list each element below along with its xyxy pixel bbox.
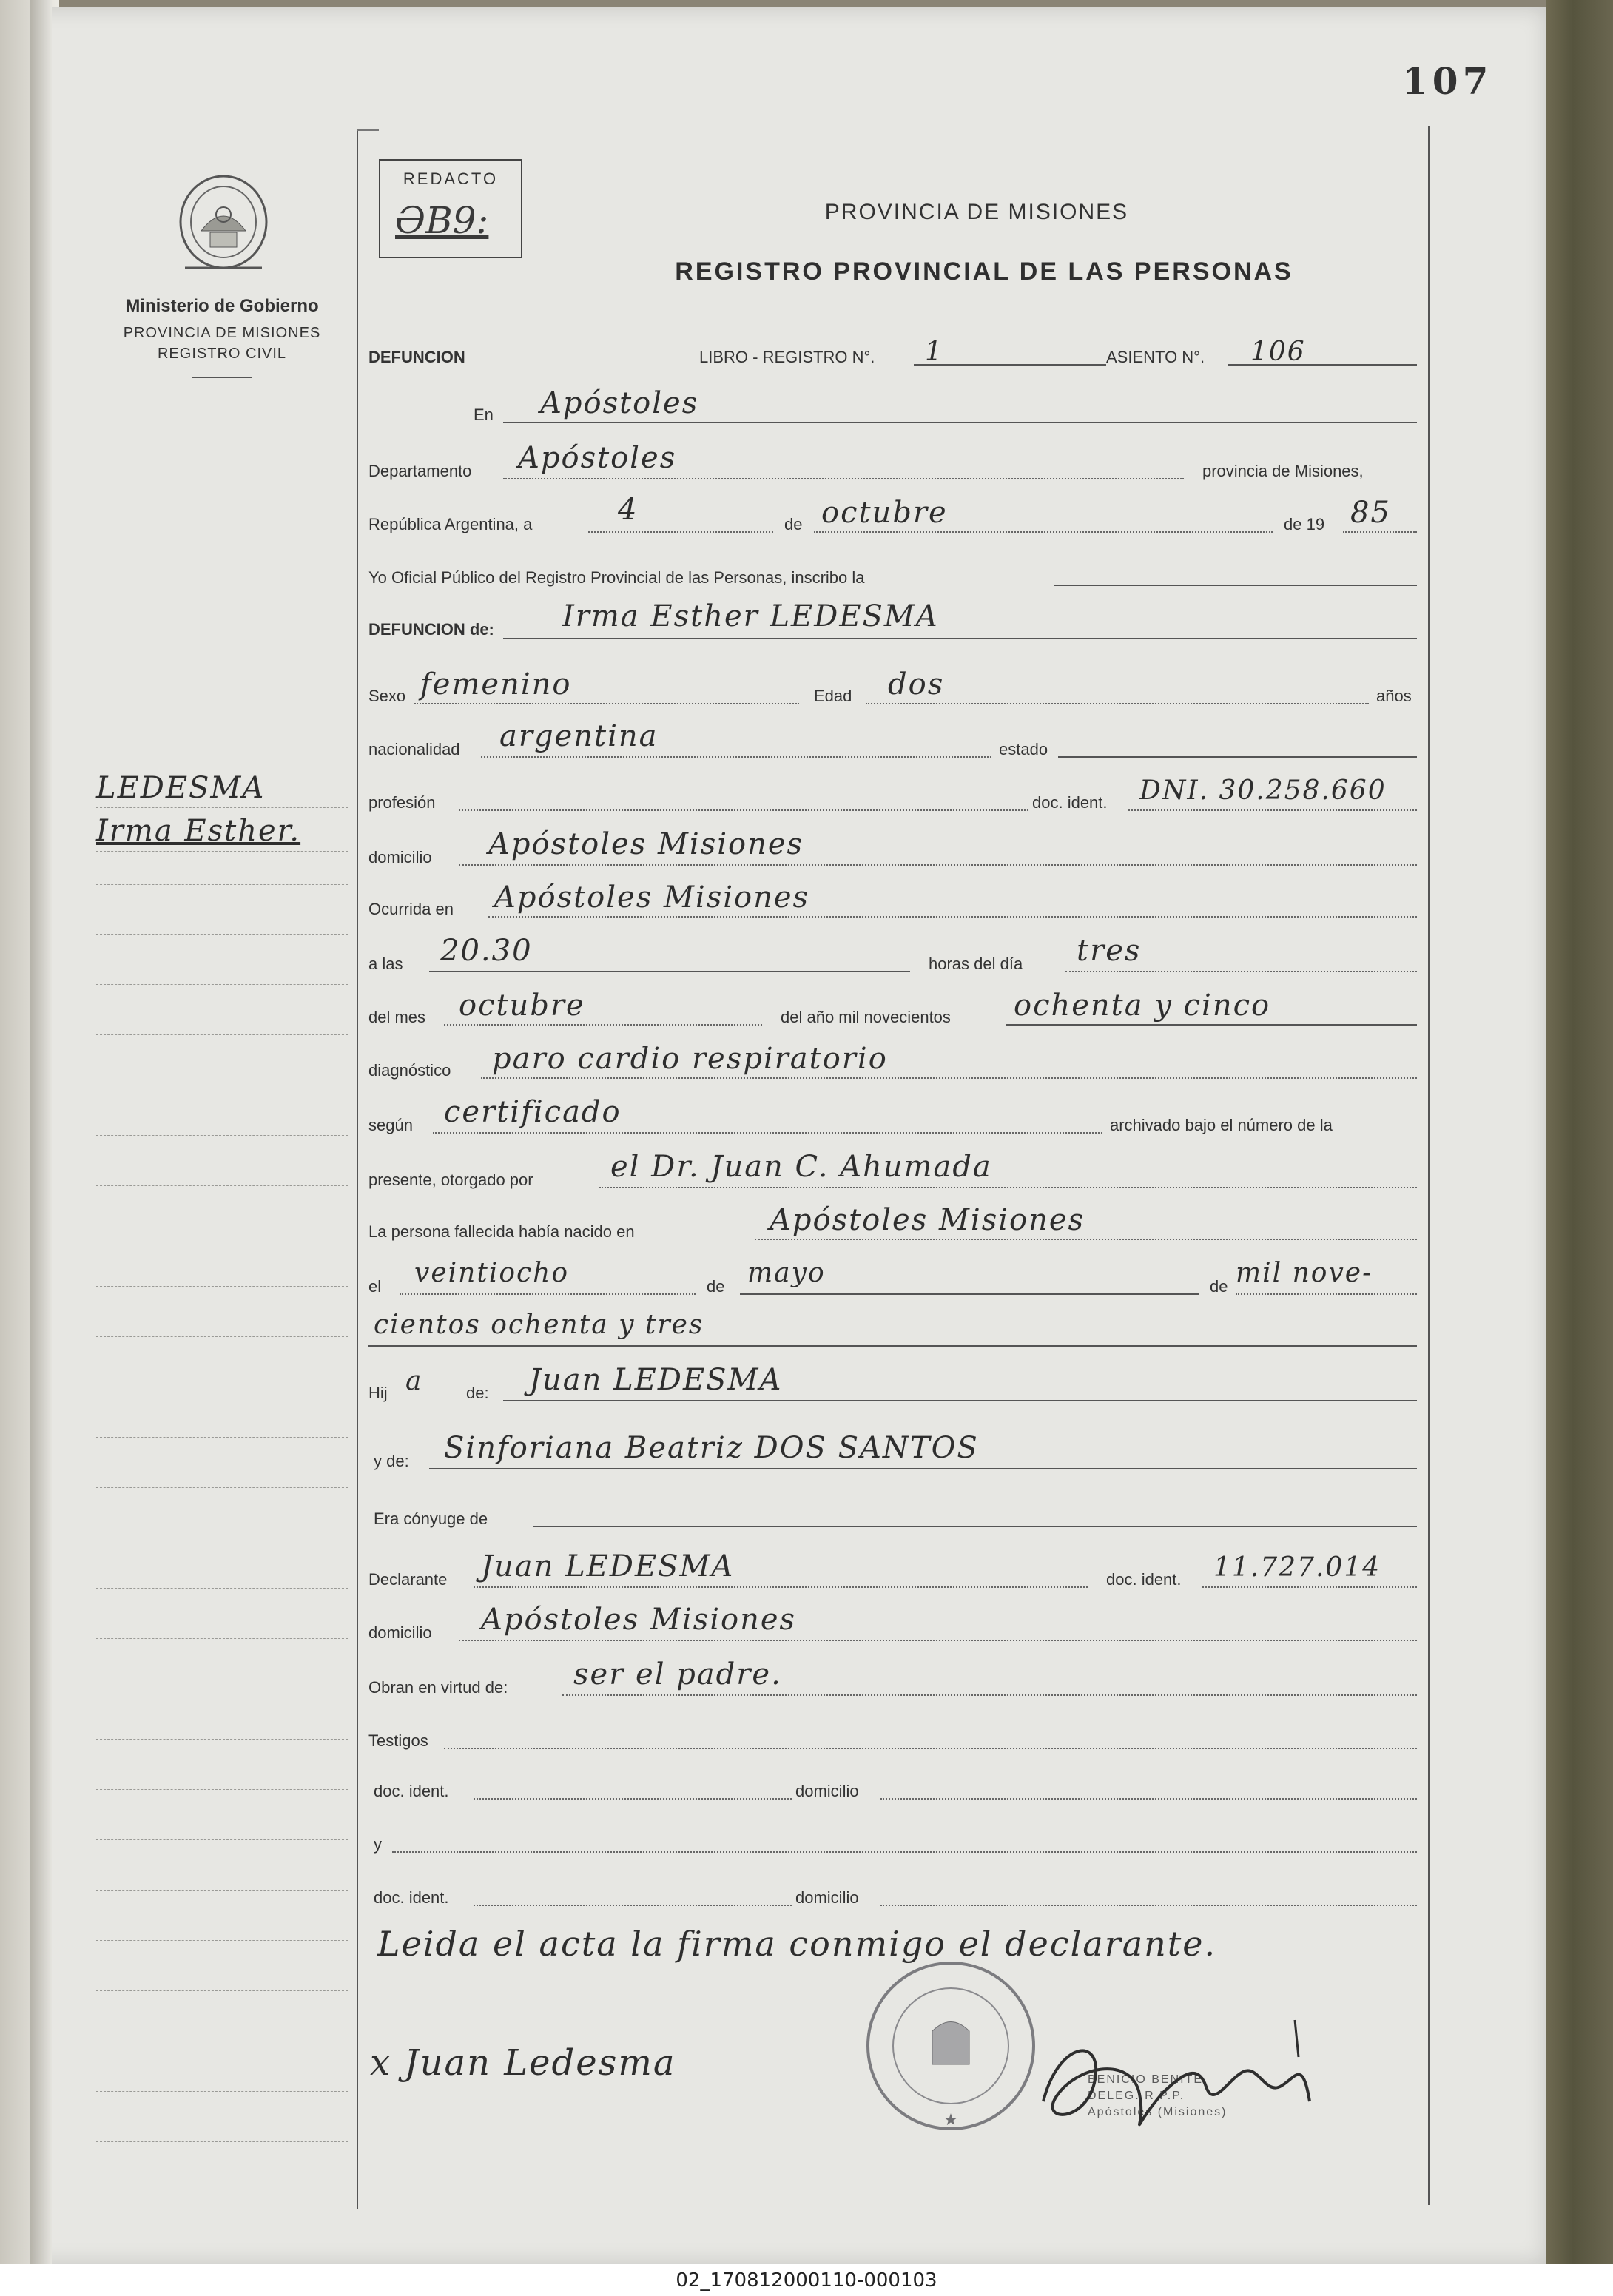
province-coat-of-arms-icon [172, 172, 275, 283]
medico-line [599, 1187, 1417, 1188]
mes-line [814, 531, 1273, 533]
ocurrida-label: Ocurrida en [368, 900, 454, 918]
provincia-label: provincia de Misiones, [1202, 462, 1364, 480]
padre-value: Juan LEDESMA [529, 1363, 783, 1397]
nacionalidad-label: nacionalidad [368, 740, 460, 758]
docident-value: DNI. 30.258.660 [1139, 775, 1387, 806]
nac-mes-value: mayo [747, 1258, 826, 1288]
ministry-registry: REGISTRO CIVIL [157, 346, 287, 362]
edad-value: dos [888, 667, 945, 701]
left-column-divider [357, 129, 358, 2209]
libro-line [914, 364, 1106, 366]
book-cover-edge [1546, 0, 1613, 2264]
en-line [503, 422, 1417, 423]
anio-mil-label: del año mil novecientos [781, 1008, 951, 1026]
y-label: y [374, 1835, 382, 1854]
stamp-line-2: DELEG. R.P.P. [1088, 2090, 1185, 2102]
mes-muerte-value: octubre [459, 989, 585, 1023]
padre-line [503, 1400, 1417, 1401]
de-label: de [784, 515, 803, 533]
nacido-value: Apóstoles Misiones [770, 1203, 1085, 1237]
diagnostico-line [481, 1077, 1417, 1079]
asiento-label: ASIENTO N°. [1106, 348, 1205, 366]
nac-mes-line [740, 1293, 1199, 1295]
medico-value: el Dr. Juan C. Ahumada [610, 1150, 992, 1184]
margin-given-names: Irma Esther. [96, 814, 301, 848]
ministry-subtitle [96, 323, 348, 364]
de3-label: de [1210, 1277, 1228, 1296]
anio-line [1343, 531, 1417, 533]
anio-muerte-line [1006, 1024, 1417, 1026]
madre-value: Sinforiana Beatriz DOS SANTOS [444, 1431, 979, 1465]
page-number: 107 [1402, 59, 1493, 103]
hora-value: 20.30 [440, 934, 533, 968]
nac-anio-line1 [1236, 1293, 1417, 1295]
redacto-box [379, 159, 522, 258]
province-header: PROVINCIA DE MISIONES [824, 200, 1129, 224]
stamp-line-1: BENICIO BENITE [1088, 2073, 1204, 2086]
registry-title: REGISTRO PROVINCIAL DE LAS PERSONAS [675, 257, 1293, 286]
ocurrida-value: Apóstoles Misiones [494, 881, 810, 915]
top-border-line [357, 129, 379, 131]
t1-dom-line [880, 1798, 1417, 1800]
anio-value: 85 [1350, 496, 1391, 530]
diagnostico-value: paro cardio respiratorio [492, 1042, 888, 1076]
t2-dom-line [880, 1905, 1417, 1906]
nacido-label: La persona fallecida había nacido en [368, 1222, 635, 1241]
madre-line [429, 1468, 1417, 1469]
segun-label: según [368, 1116, 413, 1134]
decl-doc-value: 11.727.014 [1213, 1552, 1381, 1583]
libro-value: 1 [925, 337, 943, 367]
defuncion-de-label: DEFUNCION de: [368, 620, 494, 639]
domicilio-line [459, 864, 1417, 866]
t2-doc-label: doc. ident. [374, 1888, 449, 1907]
docident-label: doc. ident. [1032, 793, 1108, 812]
yde-label: y de: [374, 1452, 409, 1470]
mes-value: octubre [821, 496, 948, 530]
obran-label: Obran en virtud de: [368, 1678, 508, 1697]
diagnostico-label: diagnóstico [368, 1061, 451, 1080]
oficial-text: Yo Oficial Público del Registro Provincial de las Personas, inscribo la [368, 568, 865, 587]
declarante-label: Declarante [368, 1570, 448, 1589]
scan-id-footer: 02_170812000110-000103 [0, 2264, 1613, 2296]
de19-label: de 19 [1284, 515, 1325, 533]
mes-muerte-line [444, 1024, 762, 1026]
decl-dom-label: domicilio [368, 1623, 432, 1642]
edad-label: Edad [814, 687, 852, 705]
redacto-value: ӘВ9: [395, 199, 489, 242]
conyuge-line [533, 1526, 1417, 1527]
right-border-line [1428, 126, 1430, 2205]
ministry-province: PROVINCIA DE MISIONES [123, 325, 321, 341]
horas-label: horas del día [929, 955, 1023, 973]
redacto-label: REDACTO [403, 169, 499, 188]
hora-line [429, 971, 910, 972]
dia-value: 4 [618, 493, 639, 527]
departamento-value: Apóstoles [518, 441, 677, 475]
domicilio-value: Apóstoles Misiones [488, 827, 804, 861]
sexo-label: Sexo [368, 687, 406, 705]
republica-label: República Argentina, a [368, 515, 533, 533]
profesion-label: profesión [368, 793, 436, 812]
y-line [392, 1851, 1417, 1853]
declarante-value: Juan LEDESMA [481, 1549, 735, 1583]
nacionalidad-line [481, 756, 991, 758]
anio-muerte-value: ochenta y cinco [1014, 989, 1271, 1023]
sexo-line [414, 703, 799, 704]
asiento-value: 106 [1250, 337, 1306, 367]
officer-signature-icon [1014, 2013, 1339, 2146]
declarant-signature: x Juan Ledesma [370, 2042, 676, 2084]
t1-doc-line [474, 1798, 792, 1800]
t1-dom-label: domicilio [795, 1782, 859, 1800]
obran-value: ser el padre. [573, 1657, 782, 1691]
decl-dom-value: Apóstoles Misiones [481, 1603, 797, 1637]
nombre-line [503, 638, 1417, 639]
cierre-value: Leida el acta la firma conmigo el declarante. [377, 1924, 1217, 1964]
defuncion-section-label: DEFUNCION [368, 348, 465, 366]
anios-label: años [1376, 687, 1412, 705]
oficial-line [1054, 585, 1417, 586]
departamento-label: Departamento [368, 462, 472, 480]
docident-line [1128, 809, 1417, 811]
book-gutter [30, 0, 52, 2264]
nac-anio-value2: cientos ochenta y tres [374, 1310, 704, 1340]
obran-line [562, 1694, 1417, 1696]
hij-label: Hij [368, 1384, 388, 1402]
domicilio-label: domicilio [368, 848, 432, 866]
decl-doc-label: doc. ident. [1106, 1570, 1182, 1589]
testigos-label: Testigos [368, 1731, 428, 1750]
nacido-line [755, 1239, 1417, 1240]
margin-surname: LEDESMA [96, 771, 266, 805]
nac-dia-line [400, 1293, 696, 1295]
en-label: En [474, 405, 494, 424]
dia-muerte-value: tres [1077, 934, 1142, 968]
sexo-value: femenino [420, 667, 572, 701]
nombre-value: Irma Esther LEDESMA [562, 599, 939, 633]
delmes-label: del mes [368, 1008, 426, 1026]
hij-de-label: de: [466, 1384, 489, 1402]
ministry-underline [192, 377, 252, 378]
segun-line [433, 1132, 1102, 1134]
departamento-line [503, 478, 1184, 479]
dia-muerte-line [1065, 971, 1417, 972]
conyuge-label: Era cónyuge de [374, 1509, 488, 1528]
estado-line [1058, 756, 1417, 758]
presente-label: presente, otorgado por [368, 1171, 533, 1189]
de2-label: de [707, 1277, 725, 1296]
decl-dom-line [459, 1640, 1417, 1641]
nac-anio-value1: mil nove- [1236, 1258, 1373, 1288]
profesion-line [459, 809, 1028, 811]
archivado-label: archivado bajo el número de la [1110, 1116, 1333, 1134]
nac-anio-line2 [368, 1345, 1417, 1347]
asiento-line [1228, 364, 1417, 366]
dia-line [588, 531, 773, 533]
estado-label: estado [999, 740, 1048, 758]
alas-label: a las [368, 955, 403, 973]
ministry-title: Ministerio de Gobierno [125, 296, 319, 316]
declarante-line [474, 1586, 1088, 1588]
stamp-line-3: Apóstoles (Misiones) [1088, 2106, 1228, 2118]
nac-dia-value: veintiocho [414, 1258, 570, 1288]
t2-doc-line [474, 1905, 792, 1906]
t2-dom-label: domicilio [795, 1888, 859, 1907]
t1-doc-label: doc. ident. [374, 1782, 449, 1800]
nacionalidad-value: argentina [499, 719, 659, 753]
ocurrida-line [488, 916, 1417, 918]
en-value: Apóstoles [540, 386, 699, 420]
libro-label: LIBRO - REGISTRO N°. [699, 348, 875, 366]
decl-doc-line [1202, 1586, 1417, 1588]
edad-line [866, 703, 1369, 704]
svg-text:★: ★ [943, 2111, 958, 2130]
el-label: el [368, 1277, 382, 1296]
hij-value: a [405, 1366, 423, 1396]
testigos-line [444, 1748, 1417, 1749]
segun-value: certificado [444, 1095, 622, 1129]
